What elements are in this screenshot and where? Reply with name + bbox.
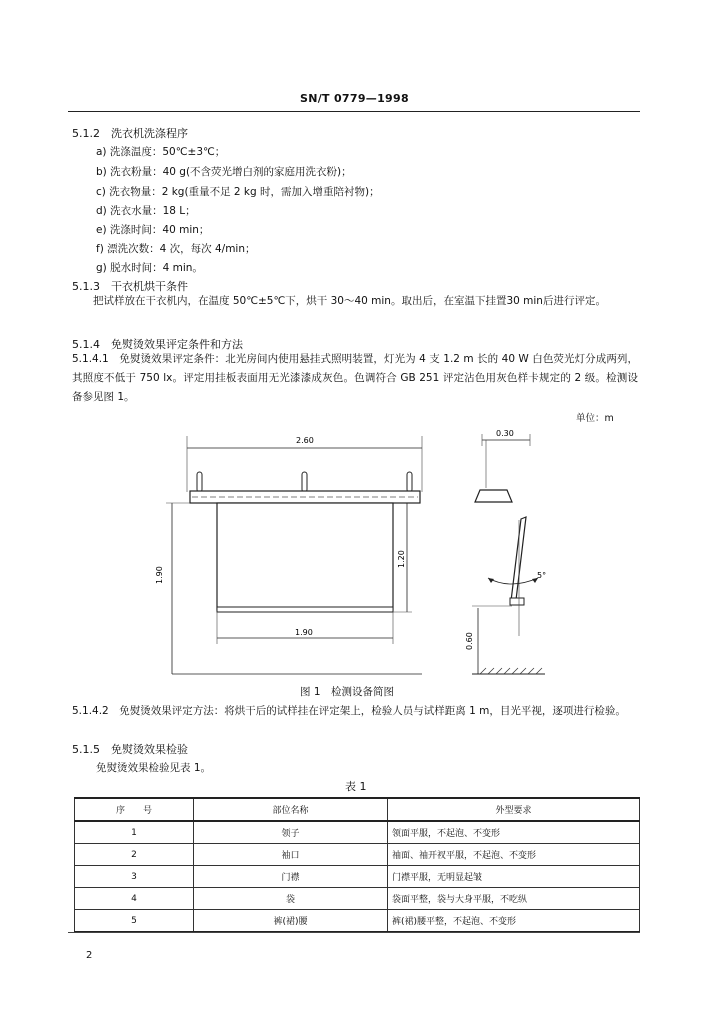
dim-side-width: 0.30 (496, 429, 514, 438)
bottom-rule (68, 932, 640, 933)
hook-middle (302, 472, 307, 492)
table-row (75, 888, 640, 910)
list-item: g) 脱水时间：4 min。 (96, 262, 203, 274)
cell-number: 3 (75, 866, 194, 888)
cell-requirement: 门襟平服，无明显起皱 (388, 866, 640, 888)
table-title: 表 1 (345, 780, 367, 793)
list-item: b) 洗衣粉量：40 g(不含荧光增白剂的家庭用洗衣粉)； (96, 166, 352, 178)
side-lamp (475, 490, 512, 502)
list-item: e) 洗涤时间：40 min； (96, 224, 210, 236)
cell-number: 1 (75, 821, 194, 844)
side-board (511, 517, 526, 601)
section-5-1-2-title: 5.1.2 洗衣机洗涤程序 (72, 127, 188, 140)
section-5-1-5-title: 5.1.5 免熨烫效果检验 (72, 743, 188, 756)
section-5-1-5-text: 免熨烫效果检验见表 1。 (96, 762, 212, 774)
hook-left (197, 472, 202, 492)
cell-part-name: 门襟 (194, 866, 388, 888)
section-5-1-3-text: 把试样放在干衣机内，在温度 50℃±5℃下，烘干 30～40 min。取出后，在室温下挂置30 min后进行评定。 (72, 295, 606, 307)
inspection-equipment-diagram (150, 428, 570, 678)
table-1 (74, 797, 640, 933)
cell-part-name: 领子 (194, 821, 388, 844)
list-item: d) 洗衣水量：18 L； (96, 205, 196, 217)
table-row (75, 821, 640, 844)
evaluation-board (217, 503, 393, 610)
figure-unit-label: 单位：m (576, 413, 614, 424)
cell-number: 2 (75, 844, 194, 866)
col-header-part-name: 部位名称 (194, 798, 388, 821)
dim-board-width: 1.90 (295, 628, 313, 637)
hook-right (407, 472, 412, 492)
page-number: 2 (86, 950, 93, 961)
figure-caption: 图 1 检测设备简图 (300, 686, 395, 698)
list-item: f) 漂洗次数：4 次，每次 4/min； (96, 243, 256, 255)
cell-requirement: 袋面平整，袋与大身平服，不吃纵 (388, 888, 640, 910)
section-5-1-4-1-text: 5.1.4.1 免熨烫效果评定条件：北光房间内使用悬挂式照明装置，灯光为 4 支 1.2 m 长的 40 W 白色荧光灯分成两列，其照度不低于 750 lx。评定用挂板表面用无光漆漆成灰色。色调符合 GB 251 评定沾色用灰色样卡规定的 2 级。检测设备参见图 1。 (72, 353, 638, 403)
list-item: a) 洗涤温度：50℃±3℃； (96, 146, 226, 158)
board-bottom-rail (217, 607, 393, 612)
list-item: c) 洗衣物量：2 kg(重量不足 2 kg 时，需加入增重陪衬物)； (96, 186, 380, 198)
table-row (75, 844, 640, 866)
cell-part-name: 袋 (194, 888, 388, 910)
dim-floor-height: 0.60 (465, 632, 474, 650)
cell-part-name: 袖口 (194, 844, 388, 866)
tilt-angle: 5° (537, 571, 547, 580)
standard-number: SN/T 0779—1998 (300, 92, 409, 105)
cell-number: 4 (75, 888, 194, 910)
col-header-appearance-requirement: 外型要求 (388, 798, 640, 821)
cell-requirement: 裤(裙)腰平整，不起泡、不变形 (388, 910, 640, 933)
section-5-1-4-2-text: 5.1.4.2 免熨烫效果评定方法：将烘干后的试样挂在评定架上，检验人员与试样距离 1 m，目光平视，逐项进行检验。 (72, 705, 626, 717)
dim-width-top: 2.60 (296, 436, 314, 445)
col-header-number: 序 号 (75, 798, 194, 821)
dim-board-height: 1.20 (397, 550, 406, 568)
dim-height-total: 1.90 (155, 566, 164, 584)
table-row (75, 910, 640, 933)
side-board-base (510, 598, 524, 605)
table-row (75, 866, 640, 888)
section-5-1-3-title: 5.1.3 干衣机烘干条件 (72, 280, 188, 293)
cell-requirement: 袖面、袖开衩平服，不起泡、不变形 (388, 844, 640, 866)
cell-number: 5 (75, 910, 194, 933)
cell-requirement: 领面平服，不起泡、不变形 (388, 821, 640, 844)
header-rule (68, 111, 640, 112)
cell-part-name: 裤(裙)腰 (194, 910, 388, 933)
section-5-1-4-title: 5.1.4 免熨烫效果评定条件和方法 (72, 338, 243, 351)
